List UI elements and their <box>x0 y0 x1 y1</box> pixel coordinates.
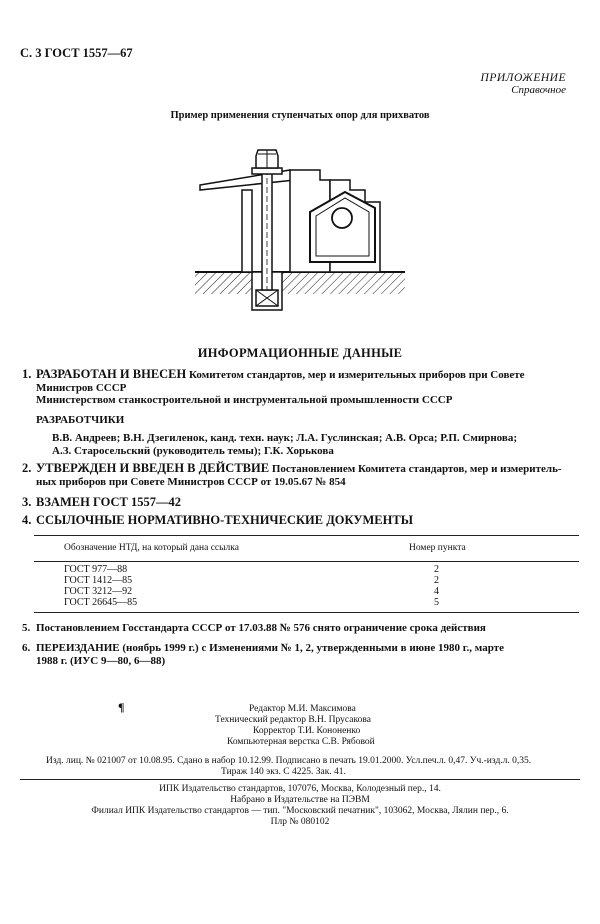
tech-editor: Технический редактор В.Н. Прусакова <box>215 715 371 725</box>
corrector: Корректор Т.И. Кононенко <box>253 726 361 736</box>
info-item-1: 1. РАЗРАБОТАН И ВНЕСЕН Комитетом стандартов, мер и измерительных приборов при Совете Министров СССР Министерством станкостроительной и инструментальной промышленности СССР <box>22 367 525 406</box>
table-row: ГОСТ 3212—92 4 <box>64 586 439 597</box>
washer <box>252 168 282 174</box>
left-block <box>242 190 252 272</box>
credits <box>215 704 375 748</box>
publisher: ИПК Издательство стандартов, 107076, Москва, Колодезный пер., 14. Набрано в Издательстве на ПЭВМ Филиал ИПК Издательство стандартов — тип. "Московский печатник", 103062, Москва, Лялин пер., 6. Плр № 080102 <box>91 784 509 827</box>
imprint-rule <box>20 779 580 780</box>
table-header <box>34 543 579 557</box>
item-lead: РАЗРАБОТАН И ВНЕСЕН <box>36 367 187 381</box>
imprint: Изд. лиц. № 021007 от 10.08.95. Сдано в набор 10.12.99. Подписано в печать 19.01.2000. Усл.печ.л. 0,47. Уч.-изд.л. 0,35. Тираж 140 экз. С 4225. Зак. 41. <box>46 756 532 777</box>
item-lead: ПЕРЕИЗДАНИЕ <box>36 642 120 654</box>
appendix-label <box>481 72 566 96</box>
info-item-3: 3. ВЗАМЕН ГОСТ 1557—42 <box>22 495 181 509</box>
table-body <box>34 564 579 614</box>
info-item-2: 2. УТВЕРЖДЕН И ВВЕДЕН В ДЕЙСТВИЕ Постановлением Комитета стандартов, мер и измеритель- ных приборов при Совете Министров СССР от 19.05.67 № 854 <box>22 461 562 488</box>
base-hatching <box>195 272 405 294</box>
item-lead: УТВЕРЖДЕН И ВВЕДЕН В ДЕЙСТВИЕ <box>36 461 270 475</box>
appendix-subtitle: Справочное <box>511 84 566 96</box>
info-item-5: 5. Постановлением Госстандарта СССР от 17.03.88 № 576 снято ограничение срока действия <box>22 622 486 634</box>
page-header: С. 3 ГОСТ 1557—67 <box>20 46 133 60</box>
layout-editor: Компьютерная верстка С.В. Рябовой <box>227 737 375 747</box>
table-row: ГОСТ 977—88 2 <box>64 564 439 575</box>
clamp-support-drawing <box>180 130 410 320</box>
editor: Редактор М.И. Максимова <box>249 704 356 714</box>
developers-heading: РАЗРАБОТЧИКИ <box>36 414 125 426</box>
table-row: ГОСТ 26645—85 5 <box>64 597 439 608</box>
table-bottom-rule <box>34 612 579 613</box>
info-item-4: 4. ССЫЛОЧНЫЕ НОРМАТИВНО-ТЕХНИЧЕСКИЕ ДОКУМЕНТЫ <box>22 513 413 527</box>
appendix-title: ПРИЛОЖЕНИЕ <box>480 72 566 84</box>
info-title: ИНФОРМАЦИОННЫЕ ДАННЫЕ <box>197 346 403 360</box>
margin-mark: ¶ <box>118 700 125 714</box>
table-header-rule <box>34 561 579 562</box>
table-col-doc: Обозначение НТД, на который дана ссылка <box>64 543 239 553</box>
figure-caption: Пример применения ступенчатых опор для прихватов <box>170 110 430 121</box>
info-item-6: 6. ПЕРЕИЗДАНИЕ (ноябрь 1999 г.) с Изменениями № 1, 2, утвержденными в июне 1980 г., марте 1988 г. (ИУС 9—80, 6—88) <box>22 642 504 667</box>
table-row: ГОСТ 1412—85 2 <box>64 575 439 586</box>
developers-list: В.В. Андреев; В.Н. Дзегиленок, канд. техн. наук; Л.А. Гуслинская; А.В. Орса; Р.П. Смирнова; А.З. Старосельский (руководитель темы); Г.К. Хорькова <box>52 432 517 457</box>
workpiece-hole <box>332 208 352 228</box>
table-col-item: Номер пункта <box>409 543 466 553</box>
table-top-rule <box>34 535 579 536</box>
